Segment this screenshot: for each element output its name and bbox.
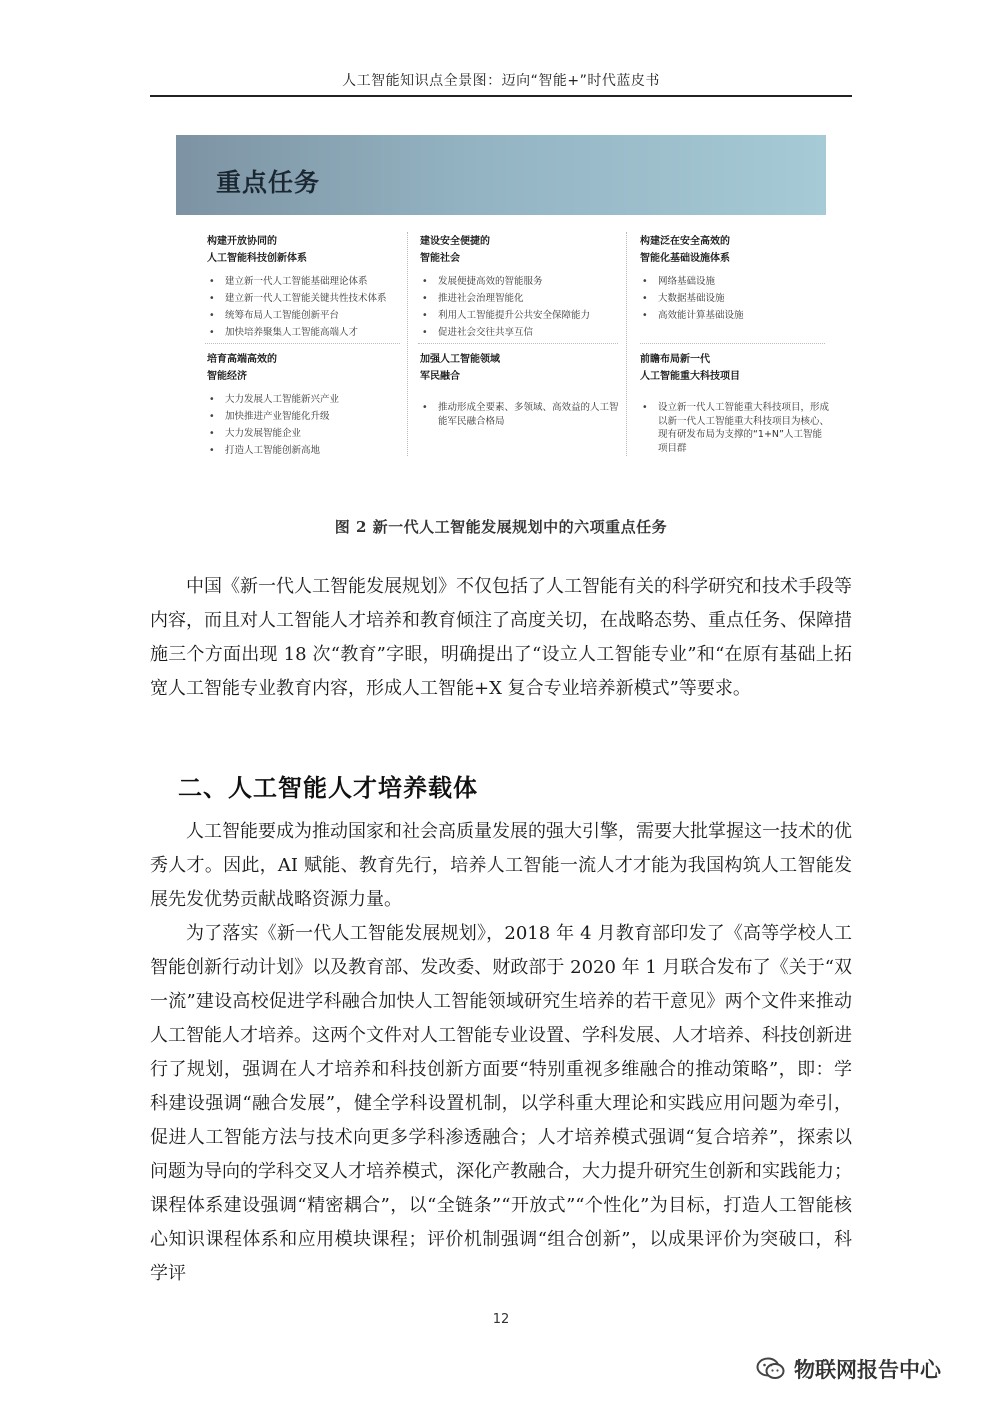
task-item: • 推进社会治理智能化 <box>420 290 625 307</box>
task-block-smart-society <box>420 233 625 341</box>
task-title: 培育高端高效的 <box>207 354 277 365</box>
task-item: • 网络基础设施 <box>640 273 825 290</box>
task-block-infrastructure <box>640 233 825 324</box>
task-block-innovation-system <box>207 233 412 341</box>
task-item: • 发展便捷高效的智能服务 <box>420 273 625 290</box>
watermark <box>756 1351 941 1387</box>
task-item: • 促进社会交往共享互信 <box>420 324 625 341</box>
task-title: 加强人工智能领域 <box>420 354 500 365</box>
row-divider <box>640 343 825 344</box>
task-item: • 打造人工智能创新高地 <box>207 442 412 459</box>
task-title: 军民融合 <box>420 371 460 382</box>
running-header: 人工智能知识点全景图：迈向“智能+”时代蓝皮书 <box>342 73 660 89</box>
task-item: • 建立新一代人工智能基础理论体系 <box>207 273 412 290</box>
task-title: 构建泛在安全高效的 <box>640 236 730 247</box>
watermark-text: 物联网报告中心 <box>794 1358 941 1382</box>
wechat-icon <box>756 1356 786 1382</box>
task-item: • 建立新一代人工智能关键共性技术体系 <box>207 290 412 307</box>
task-title: 智能社会 <box>420 253 460 264</box>
task-item: • 大数据基础设施 <box>640 290 825 307</box>
task-item: • 高效能计算基础设施 <box>640 307 825 324</box>
task-item: • 加快推进产业智能化升级 <box>207 408 412 425</box>
task-title: 智能化基础设施体系 <box>640 253 730 264</box>
task-item: • 推动形成全要素、多领域、高效益的人工智能军民融合格局 <box>420 399 620 428</box>
task-title: 智能经济 <box>207 371 247 382</box>
task-block-major-projects <box>640 351 830 455</box>
task-item: • 大力发展人工智能新兴产业 <box>207 391 412 408</box>
body-paragraph: 人工智能要成为推动国家和社会高质量发展的强大引擎，需要大批掌握这一技术的优秀人才。因此，AI 赋能、教育先行，培养人工智能一流人才才能为我国构筑人工智能发展先发优势贡献战略资源力量。 <box>150 821 852 910</box>
task-title: 人工智能重大科技项目 <box>640 371 740 382</box>
column-divider <box>626 232 627 456</box>
task-title: 人工智能科技创新体系 <box>207 253 307 264</box>
row-divider <box>418 343 618 344</box>
task-title: 建设安全便捷的 <box>420 236 490 247</box>
header-divider <box>150 95 852 97</box>
task-block-smart-economy <box>207 351 412 459</box>
task-item: • 设立新一代人工智能重大科技项目，形成以新一代人工智能重大科技项目为核心、现有研发布局为支撑的“1+N”人工智能项目群 <box>640 399 830 455</box>
body-paragraph: 为了落实《新一代人工智能发展规划》，2018 年 4 月教育部印发了《高等学校人工智能创新行动计划》以及教育部、发改委、财政部于 2020 年 1 月联合发布了《关于“双一流”建设高校促进学科融合加快人工智能领域研究生培养的若干意见》两个文件来推动人工智能人才培养。这两个文件对人工智能专业设置、学科发展、人才培养、科技创新进行了规划，强调在人才培养和科技创新方面要“特别重视多维融合的推动策略”，即：学科建设强调“融合发展”，健全学科设置机制，以学科重大理论和实践应用问题为牵引，促进人工智能方法与技术向更多学科渗透融合；人才培养模式强调“复合培养”，探索以问题为导向的学科交叉人才培养模式，深化产教融合，大力提升研究生创新和实践能力；课程体系建设强调“精密耦合”，以“全链条”“开放式”“个性化”为目标，打造人工智能核心知识课程体系和应用模块课程；评价机制强调“组合创新”，以成果评价为突破口，科学评 <box>150 923 852 1284</box>
section-heading: 二、人工智能人才培养载体 <box>178 774 478 802</box>
task-title: 构建开放协同的 <box>207 236 277 247</box>
task-title: 前瞻布局新一代 <box>640 354 710 365</box>
banner-title: 重点任务 <box>216 168 321 197</box>
body-paragraph: 中国《新一代人工智能发展规划》不仅包括了人工智能有关的科学研究和技术手段等内容，而且对人工智能人才培养和教育倾注了高度关切，在战略态势、重点任务、保障措施三个方面出现 18 次“教育”字眼，明确提出了“设立人工智能专业”和“在原有基础上拓宽人工智能专业教育内容，形成人工智能+X 复合专业培养新模式”等要求。 <box>150 576 852 699</box>
row-divider <box>205 343 400 344</box>
task-item: • 加快培养聚集人工智能高端人才 <box>207 324 412 341</box>
figure-caption: 图 2 新一代人工智能发展规划中的六项重点任务 <box>334 518 668 536</box>
task-item: • 大力发展智能企业 <box>207 425 412 442</box>
task-item: • 统筹布局人工智能创新平台 <box>207 307 412 324</box>
task-block-civil-military <box>420 351 620 428</box>
figure-banner <box>176 135 826 215</box>
page-number: 12 <box>492 1312 510 1327</box>
task-item: • 利用人工智能提升公共安全保障能力 <box>420 307 625 324</box>
